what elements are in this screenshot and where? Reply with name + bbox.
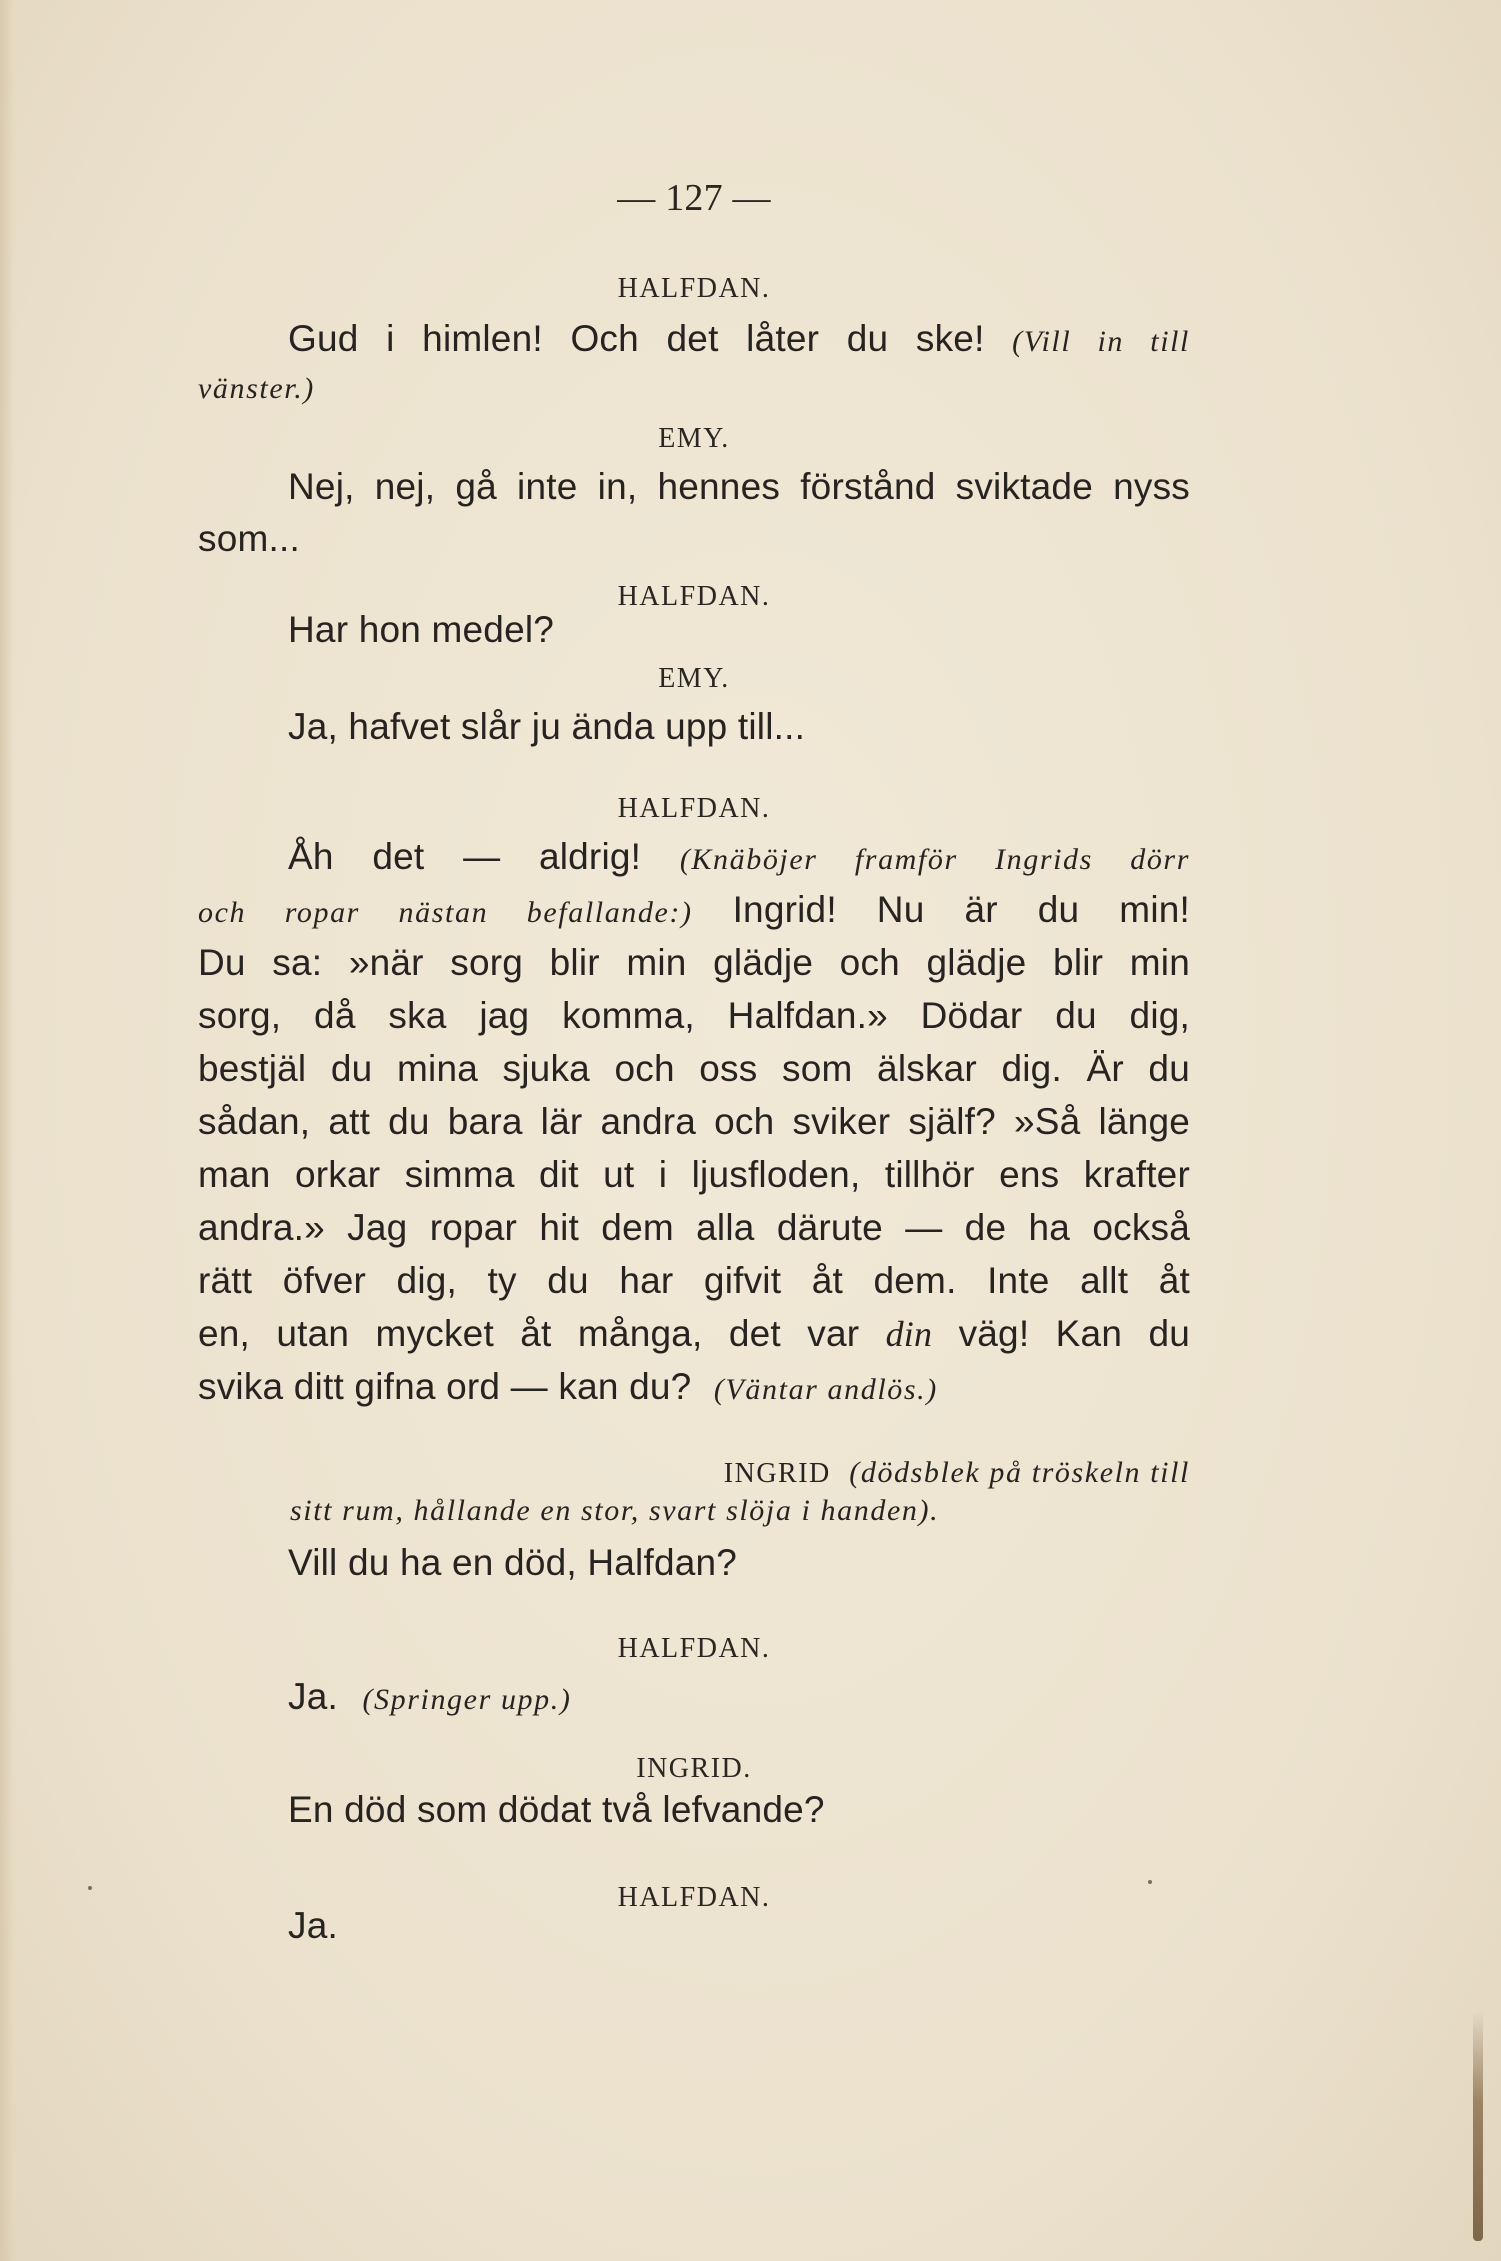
speaker-halfdan: HALFDAN. <box>617 581 771 612</box>
speaker-ingrid: INGRID <box>723 1458 831 1489</box>
speaker-halfdan: HALFDAN. <box>617 1882 771 1913</box>
stage-direction: (Knäböjer framför Ingrids dörr <box>679 843 1190 876</box>
page-edge-shadow <box>0 0 14 2261</box>
speaker-emy: EMY. <box>658 663 730 694</box>
dialogue-line: svika ditt gifna ord — kan du? (Väntar andlös.) <box>198 1366 938 1407</box>
speaker-emy: EMY. <box>658 423 730 454</box>
page-number: — 127 — <box>617 177 771 219</box>
dialogue-line: Ja. (Springer upp.) <box>288 1676 572 1717</box>
speaker-halfdan: HALFDAN. <box>617 273 771 304</box>
binding-strip <box>1473 2011 1483 2241</box>
speaker-ingrid: INGRID. <box>636 1753 752 1784</box>
dialogue-line: Vill du ha en död, Halfdan? <box>288 1542 738 1583</box>
dialogue-line: en, utan mycket åt många, det var din väg! Kan du <box>198 1313 1191 1354</box>
dialogue-line: bestjäl du mina sjuka och oss som älskar dig. Är du <box>198 1048 1190 1089</box>
dialogue-line: Har hon medel? <box>288 609 555 650</box>
dialogue-line: Ja, hafvet slår ju ända upp till... <box>288 706 806 747</box>
stage-direction: (Väntar andlös.) <box>713 1373 938 1406</box>
stage-direction: sitt rum, hållande en stor, svart slöja i handen). <box>290 1494 940 1527</box>
speaker-halfdan: HALFDAN. <box>617 793 771 824</box>
stage-direction: (dödsblek på tröskeln till <box>849 1456 1190 1489</box>
speck <box>88 1886 92 1890</box>
stage-direction: (Vill in till <box>1012 325 1190 358</box>
stage-direction: och ropar nästan befallande:) <box>198 896 693 929</box>
dialogue-line: och ropar nästan befallande:) Ingrid! Nu är du min! <box>198 889 1190 930</box>
dialogue-line: Nej, nej, gå inte in, hennes förstånd sviktade nyss <box>288 466 1190 507</box>
page-text <box>198 0 1190 2261</box>
dialogue-line: man orkar simma dit ut i ljusfloden, tillhör ens krafter <box>198 1154 1190 1195</box>
dialogue-line: Gud i himlen! Och det låter du ske! (Vill in till <box>288 318 1190 359</box>
dialogue-line: En död som dödat två lefvande? <box>288 1789 825 1830</box>
dialogue-line: Ja. <box>288 1905 338 1946</box>
dialogue-line: sorg, då ska jag komma, Halfdan.» Dödar du dig, <box>198 995 1190 1036</box>
dialogue-line: Du sa: »när sorg blir min glädje och glädje blir min <box>198 942 1190 983</box>
dialogue-line: Åh det — aldrig! (Knäböjer framför Ingrids dörr <box>288 836 1190 877</box>
stage-direction: vänster.) <box>198 372 315 405</box>
dialogue-line: som... <box>198 518 300 559</box>
emphasis: din <box>885 1314 933 1354</box>
stage-direction: (Springer upp.) <box>362 1683 572 1716</box>
dialogue-line: andra.» Jag ropar hit dem alla därute — de ha också <box>198 1207 1190 1248</box>
speaker-halfdan: HALFDAN. <box>617 1633 771 1664</box>
dialogue-line: rätt öfver dig, ty du har gifvit åt dem. Inte allt åt <box>198 1260 1190 1301</box>
dialogue-line: sådan, att du bara lär andra och sviker själf? »Så länge <box>198 1101 1190 1142</box>
